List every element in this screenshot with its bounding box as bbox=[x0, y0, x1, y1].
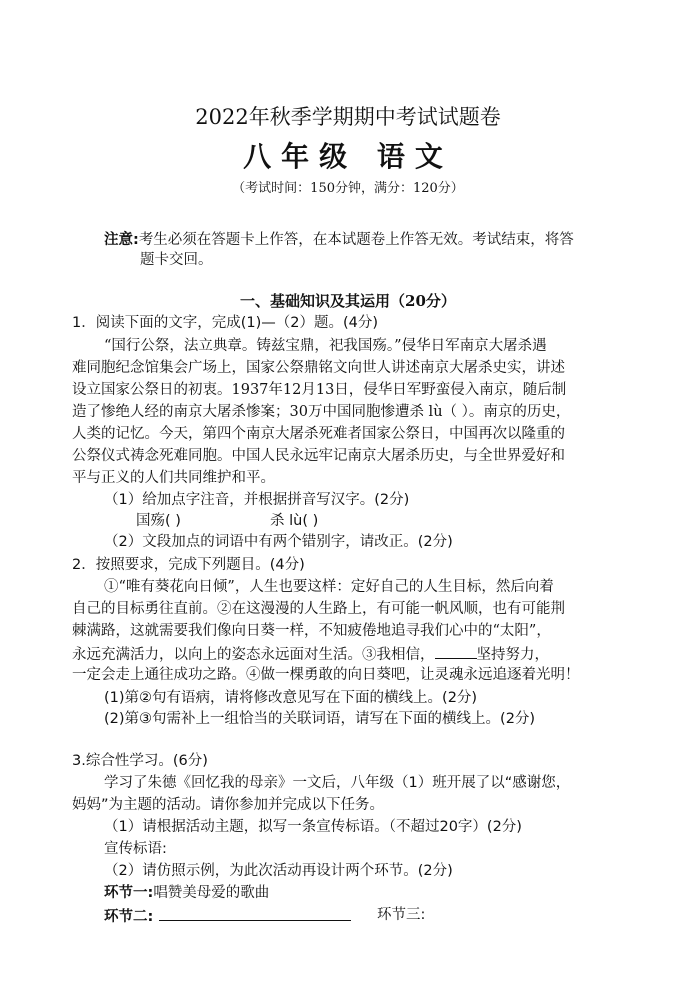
q2-passage-line-4a: 永远充满活力，以向上的姿态永远面对生活。③我相信， bbox=[72, 647, 435, 663]
notice-label: 注意: bbox=[104, 232, 139, 248]
q1-passage-line: “国行公祭，法立典章。铸兹宝鼎，祀我国殇。”侵华日军南京大屠杀遇 bbox=[104, 338, 547, 354]
notice-line-2: 题卡交回。 bbox=[140, 252, 213, 268]
q1-passage-line: 设立国家公祭日的初衷。1937年12月13日，侵华日军野蛮侵入南京，随后制 bbox=[72, 382, 567, 398]
q1-stem: 1．阅读下面的文字，完成(1)—（2）题。(4分) bbox=[72, 315, 379, 331]
example-step-label: 环节一: bbox=[104, 885, 154, 901]
q3-sub1: （1）请根据活动主题，拟写一条宣传标语。（不超过20字）(2分) bbox=[104, 819, 522, 835]
q1-sub1-item1: 国殇( ) bbox=[136, 513, 181, 529]
subject-title: 八年级 语文 bbox=[243, 140, 453, 173]
q2-passage-line: 一定会走上通往成功之路。④做一棵勇敢的向日葵吧，让灵魂永远追逐着光明！ bbox=[72, 667, 580, 683]
notice-text-1: 考生必须在答题卡上作答，在本试题卷上作答无效。考试结束，将答 bbox=[138, 232, 574, 248]
q2-sub2: (2)第③句需补上一组恰当的关联词语，请写在下面的横线上。(2分) bbox=[104, 711, 536, 727]
q1-sub1: （1）给加点字注音，并根据拼音写汉字。(2分) bbox=[104, 492, 410, 508]
slogan-label: 宣传标语: bbox=[104, 841, 167, 857]
q2-passage-line: 自己的目标勇往直前。②在这漫漫的人生路上，有可能一帆风顺，也有可能荆 bbox=[72, 601, 565, 617]
conjunction-blank[interactable] bbox=[435, 644, 477, 659]
exam-info: （考试时间：150分钟，满分：120分） bbox=[232, 181, 464, 196]
q1-passage-line: 人类的记忆。今天，第四个南京大屠杀死难者国家公祭日，中国再次以隆重的 bbox=[72, 426, 565, 442]
step2-answer-blank[interactable] bbox=[159, 906, 351, 921]
q2-passage-line-4b: 坚持努力， bbox=[476, 647, 549, 663]
example-step-text: 唱赞美母爱的歌曲 bbox=[153, 885, 270, 901]
q3-intro-2: 妈妈”为主题的活动。请你参加并完成以下任务。 bbox=[72, 797, 385, 813]
q1-passage-line: 难同胞纪念馆集会广场上，国家公祭鼎铭文向世人讲述南京大屠杀史实，讲述 bbox=[72, 360, 565, 376]
example-step bbox=[104, 884, 269, 902]
section-heading: 一、基础知识及其运用（20分） bbox=[240, 292, 456, 310]
q3-intro-1: 学习了朱德《回忆我的母亲》一文后，八年级（1）班开展了以“感谢您， bbox=[104, 775, 571, 791]
step3-label: 环节三: bbox=[377, 907, 426, 923]
q1-sub2: （2）文段加点的词语中有两个错别字，请改正。(2分) bbox=[104, 534, 453, 550]
q1-passage-line: 造了惨绝人经的南京大屠杀惨案；30万中国同胞惨遭杀 lù（ ）。南京的历史， bbox=[72, 404, 571, 420]
q1-sub1-item2: 杀 lù( ) bbox=[270, 513, 319, 529]
q2-passage-line-4 bbox=[72, 644, 549, 664]
q3-sub2: （2）请仿照示例，为此次活动再设计两个环节。(2分) bbox=[104, 863, 453, 879]
q2-passage-line: 棘满路，这就需要我们像向日葵一样，不知疲倦地追寻我们心中的“太阳”， bbox=[72, 623, 551, 639]
q2-stem: 2．按照要求，完成下列题目。(4分) bbox=[72, 557, 305, 573]
q1-passage-line: 平与正义的人们共同维护和平。 bbox=[72, 470, 275, 486]
step2-row bbox=[104, 906, 351, 926]
q2-sub1: (1)第②句有语病，请将修改意见写在下面的横线上。(2分) bbox=[104, 690, 478, 706]
q2-passage-line: ①“唯有葵花向日倾”，人生也要这样：定好自己的人生目标，然后向着 bbox=[104, 579, 554, 595]
exam-title: 2022年秋季学期期中考试试题卷 bbox=[195, 105, 501, 129]
q3-stem: 3.综合性学习。(6分) bbox=[72, 753, 208, 769]
notice-line-1 bbox=[104, 231, 574, 249]
q1-passage-line: 公祭仪式祷念死难同胞。中国人民永远牢记南京大屠杀历史，与全世界爱好和 bbox=[72, 448, 565, 464]
step2-label: 环节二: bbox=[104, 909, 154, 925]
